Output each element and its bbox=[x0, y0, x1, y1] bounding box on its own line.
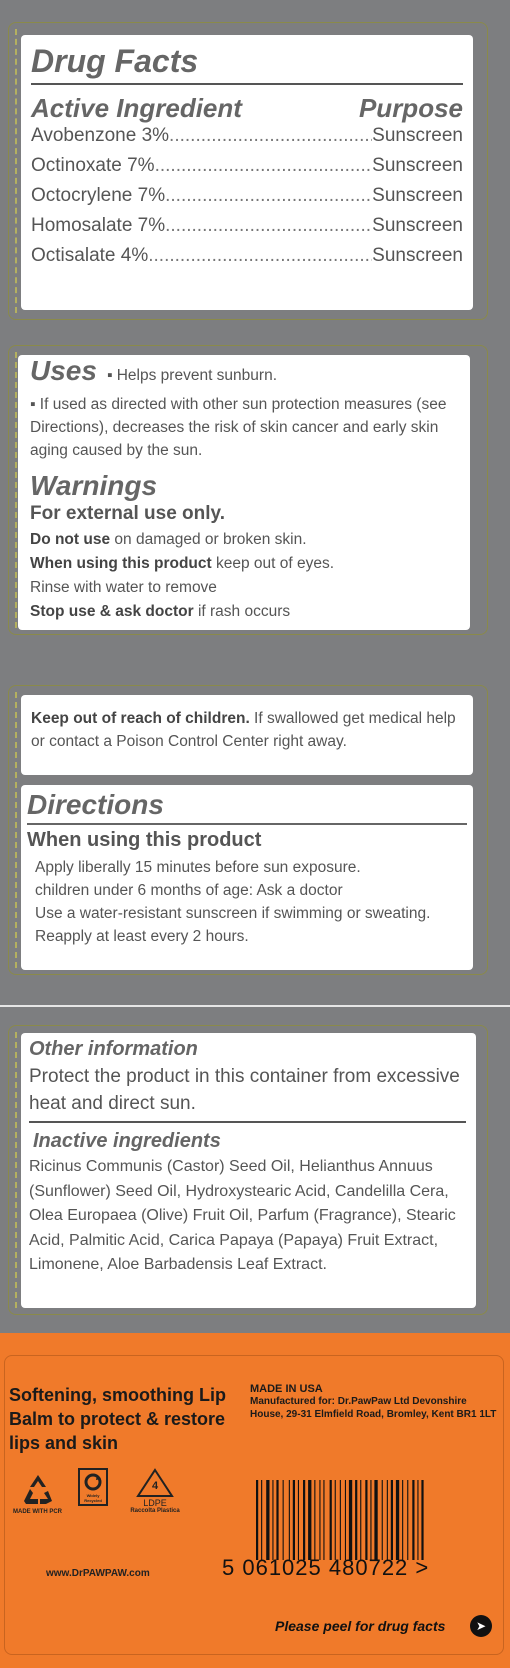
uses-line bbox=[30, 357, 458, 387]
ingredient-row: Homosalate 7% ..... Sunscreen bbox=[31, 215, 463, 245]
recycle-caption: MADE WITH PCR bbox=[13, 1509, 62, 1515]
directions-line: Apply liberally 15 minutes before sun exposure. bbox=[35, 859, 361, 876]
warning-do-not: Do not use on damaged or broken skin. bbox=[30, 531, 307, 548]
warning-stop: Stop use & ask doctor if rash occurs bbox=[30, 603, 291, 620]
made-in-block bbox=[250, 1383, 500, 1421]
directions-card bbox=[21, 785, 473, 970]
other-info-text: Protect the product in this container from excessive heat and direct sun. bbox=[29, 1063, 466, 1123]
directions-line: children under 6 months of age: Ask a doctor bbox=[35, 882, 343, 899]
widely-recycled-symbol bbox=[76, 1468, 110, 1506]
barcode-number: 5 061025 480722 > bbox=[222, 1555, 430, 1580]
inactive-text: Ricinus Communis (Castor) Seed Oil, Helianthus Annuus (Sunflower) Seed Oil, Hydroxystearic Acid, Candelilla Cera, Olea Europaea (Olive) Fruit Oil, Parfum (Fragrance), Stearic Acid, Palmitic Acid, Carica Papaya (Papaya) Fruit Extract, Limonene, Aloe Barbadensis Leaf Extract. bbox=[29, 1158, 456, 1273]
recycle-icon bbox=[18, 1473, 58, 1507]
ingredient-header bbox=[31, 95, 463, 121]
active-ingredient-heading: Active Ingredient bbox=[31, 93, 242, 123]
uses-inline: ▪ Helps prevent sunburn. bbox=[106, 367, 277, 384]
ingredient-row: Octinoxate 7% ..... Sunscreen bbox=[31, 155, 463, 185]
ldpe-symbol bbox=[125, 1468, 185, 1514]
directions-list bbox=[27, 856, 467, 948]
ingredient-list bbox=[31, 125, 463, 275]
uses-heading: Uses bbox=[30, 355, 97, 386]
warnings-heading: Warnings bbox=[30, 470, 158, 501]
keep-out-card bbox=[21, 695, 473, 775]
directions-line: Use a water-resistant sunscreen if swimming or sweating. bbox=[35, 905, 431, 922]
other-info-card bbox=[21, 1033, 476, 1308]
ingredient-row: Avobenzone 3% ..... Sunscreen bbox=[31, 125, 463, 155]
ldpe-number: 4 bbox=[151, 1480, 159, 1492]
uses-bullet: ▪ If used as directed with other sun protection measures (see Directions), decreases the risk of skin cancer and early skin aging caused by the sun. bbox=[30, 396, 447, 459]
widely-recycled-caption: Widely Recycled bbox=[84, 1493, 102, 1503]
barcode bbox=[252, 1480, 482, 1560]
keep-out-text: Keep out of reach of children. If swallowed get medical help or contact a Poison Control Center right away. bbox=[31, 710, 456, 750]
drug-facts-title: Drug Facts bbox=[31, 41, 463, 85]
drug-facts-card bbox=[21, 35, 473, 310]
ingredient-row: Octocrylene 7% ..... Sunscreen bbox=[31, 185, 463, 215]
product-label bbox=[0, 1333, 510, 1668]
directions-line: Reapply at least every 2 hours. bbox=[35, 928, 249, 945]
made-in-usa: MADE IN USA bbox=[250, 1383, 323, 1395]
other-info-heading: Other information bbox=[29, 1038, 198, 1060]
uses-warnings-card bbox=[18, 355, 470, 630]
inactive-heading: Inactive ingredients bbox=[33, 1130, 221, 1152]
widely-recycled-icon bbox=[83, 1473, 103, 1491]
ldpe-sub: Raccolta Plastica bbox=[130, 1508, 180, 1514]
ldpe-caption: LDPE bbox=[143, 1498, 167, 1508]
directions-heading: Directions bbox=[27, 791, 467, 825]
ingredient-row: Octisalate 4% ..... Sunscreen bbox=[31, 245, 463, 275]
warning-when-using: When using this product keep out of eyes. bbox=[30, 555, 335, 572]
peel-arrow-icon: ➤ bbox=[470, 1615, 492, 1637]
divider bbox=[0, 1005, 510, 1007]
recycle-symbol bbox=[10, 1473, 65, 1515]
directions-sub: When using this product bbox=[27, 829, 262, 851]
warning-rinse: Rinse with water to remove bbox=[30, 579, 217, 596]
manufacturer-address: Manufactured for: Dr.PawPaw Ltd Devonshire House, 29-31 Elmfield Road, Bromley, Kent BR1 1LT bbox=[250, 1396, 497, 1420]
external-use: For external use only. bbox=[30, 503, 225, 524]
product-slogan: Softening, smoothing Lip Balm to protect & restore lips and skin bbox=[9, 1385, 226, 1453]
purpose-heading: Purpose bbox=[358, 93, 463, 123]
website: www.DrPAWPAW.com bbox=[46, 1568, 150, 1579]
peel-instruction: Please peel for drug facts bbox=[275, 1618, 446, 1634]
